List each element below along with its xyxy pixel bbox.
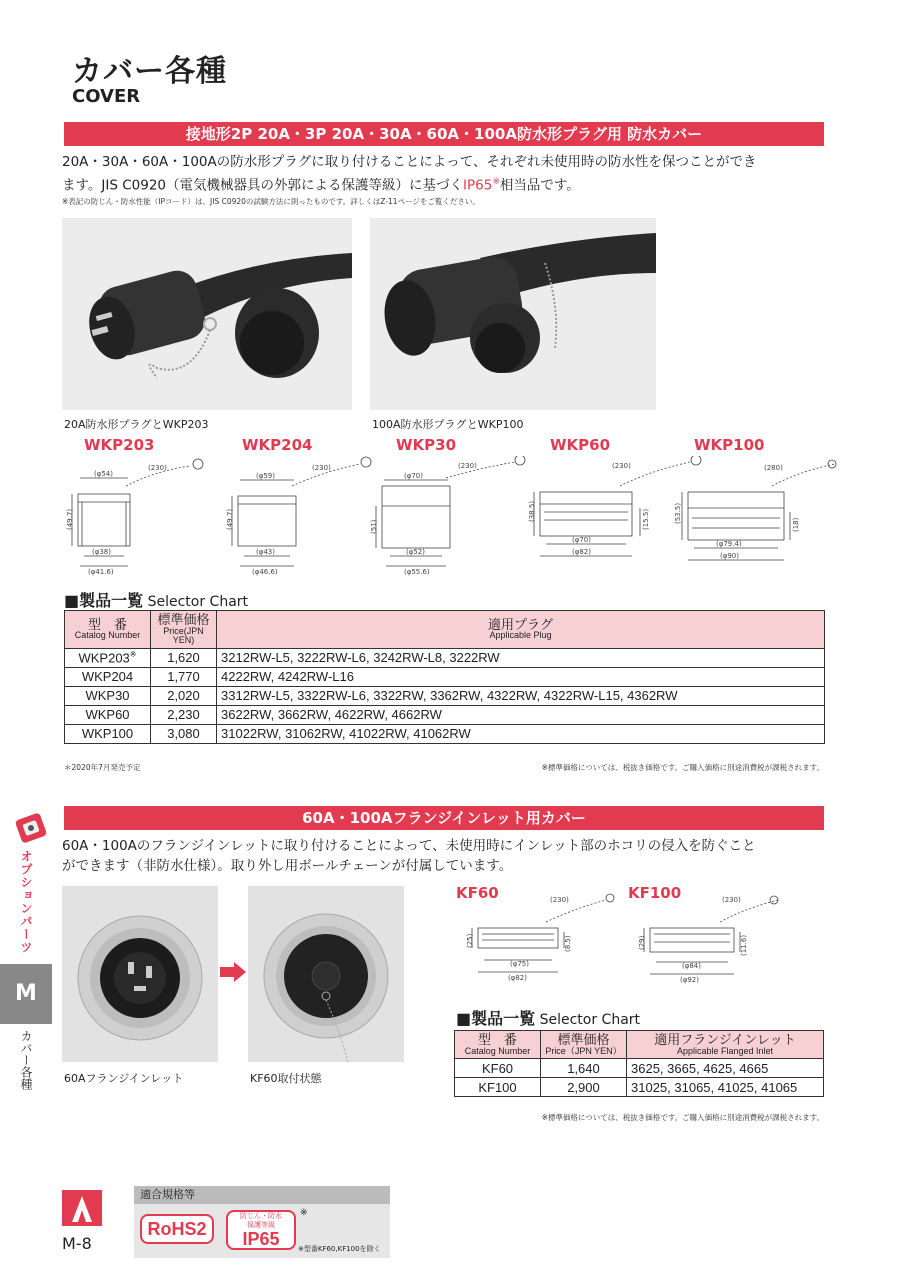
wkp30-chain: (230) xyxy=(458,462,477,470)
kf60-chain: (230) xyxy=(550,896,569,904)
table-row: KF100 2,900 31025, 31065, 41025, 41065 xyxy=(455,1078,824,1097)
ip65-inline: IP65 xyxy=(463,177,493,194)
sidebar-sub: カバー各種 xyxy=(19,1030,33,1090)
page-title: カバー各種 xyxy=(72,54,227,89)
arrow-right-icon xyxy=(220,962,246,982)
ip65-badge: 防じん・防水 保護等級 IP65 xyxy=(226,1210,296,1250)
table-row: WKP203※ 1,620 3212RW-L5, 3222RW-L6, 3242RW-L8, 3222RW xyxy=(65,648,825,667)
footnote-price-1: ※標準価格については、税抜き価格です。ご購入価格に別途消費税が課税されます。 xyxy=(541,763,824,772)
flanged-inlet-photo xyxy=(62,886,218,1062)
kf60-d-inner: (φ75) xyxy=(510,960,529,968)
kf60-h2: (8.5) xyxy=(564,935,572,952)
kf100-h: (29) xyxy=(638,935,646,950)
wkp204-d-top: (φ59) xyxy=(256,472,275,480)
section2-description xyxy=(62,836,832,876)
kf60-h: (25) xyxy=(466,933,474,948)
section2-desc-line1: 60A・100Aのフランジインレットに取り付けることによって、未使用時にインレット部のホコリの侵入を防ぐこと xyxy=(62,838,756,854)
wkp60-chain: (230) xyxy=(612,462,631,470)
table-row: WKP204 1,770 4222RW, 4242RW-L16 xyxy=(65,667,825,686)
model-label-wkp60: WKP60 xyxy=(550,436,611,454)
footnote-release: ＊2020年7月発売予定 xyxy=(64,763,141,772)
kf-dimension-drawings xyxy=(456,888,786,988)
wkp100-chain: (280) xyxy=(764,464,783,472)
wkp100-d-inner: (φ79.4) xyxy=(716,540,742,548)
plug-photo-100a xyxy=(370,218,656,410)
wkp204-h: (49.7) xyxy=(226,508,234,530)
wkp60-d-outer: (φ82) xyxy=(572,548,591,556)
selector-heading-2: ■製品一覧 Selector Chart xyxy=(456,1009,641,1028)
wkp100-d-outer: (φ90) xyxy=(720,552,739,560)
selector-table-2 xyxy=(454,1030,824,1097)
wkp203-chain: (230) xyxy=(148,464,167,472)
wkp-dimension-drawings xyxy=(60,456,840,576)
sidebar-letter-tab: M xyxy=(0,964,52,1024)
table-row: WKP30 2,020 3312RW-L5, 3322RW-L6, 3322RW, 3362RW, 4322RW, 4322RW-L15, 4362RW xyxy=(65,686,825,705)
wkp60-h: (38.5) xyxy=(528,500,536,522)
wkp203-d-top: (φ54) xyxy=(94,470,113,478)
wkp100-h2: (18) xyxy=(792,517,800,532)
company-logo-icon xyxy=(62,1190,102,1226)
footnote-price-2: ※標準価格については、税抜き価格です。ご購入価格に別途消費税が課税されます。 xyxy=(541,1113,824,1122)
section1-desc-line1: 20A・30A・60A・100Aの防水形プラグに取り付けることによって、それぞれ未使用時の防水性を保つことができ xyxy=(62,154,757,170)
kf100-chain: (230) xyxy=(722,896,741,904)
compliance-note: ※型番KF60,KF100を除く xyxy=(298,1245,381,1253)
wkp203-d-outer: (φ41.6) xyxy=(88,568,114,576)
wkp204-d-outer: (φ46.6) xyxy=(252,568,278,576)
wkp30-d-inner: (φ52) xyxy=(406,548,425,556)
compliance-box xyxy=(134,1186,390,1258)
model-label-wkp204: WKP204 xyxy=(242,436,313,454)
wkp204-chain: (230) xyxy=(312,464,331,472)
wkp30-d-top: (φ70) xyxy=(404,472,423,480)
option-parts-icon xyxy=(14,808,50,844)
rohs2-badge: RoHS2 xyxy=(140,1214,214,1244)
photo1-caption: 20A防水形プラグとWKP203 xyxy=(64,418,209,431)
model-label-wkp100: WKP100 xyxy=(694,436,765,454)
section1-note: ※表記の防じん・防水性能（IPコード）は、JIS C0920の試験方法に則ったものです。詳しくはZ-11ページをご覧ください。 xyxy=(62,197,480,206)
model-label-kf60: KF60 xyxy=(456,884,499,902)
wkp203-d-inner: (φ38) xyxy=(92,548,111,556)
page-subtitle: COVER xyxy=(72,86,141,107)
wkp60-d-inner: (φ70) xyxy=(572,536,591,544)
kf100-d-inner: (φ84) xyxy=(682,962,701,970)
wkp30-d-outer: (φ55.6) xyxy=(404,568,430,576)
kf60-d-outer: (φ82) xyxy=(508,974,527,982)
table-row: KF60 1,640 3625, 3665, 4625, 4665 xyxy=(455,1059,824,1078)
model-label-kf100: KF100 xyxy=(628,884,682,902)
table-header-row: 型 番 Catalog Number 標準価格 Price（JPN YEN） 適用フランジインレット Applicable Flanged Inlet xyxy=(455,1031,824,1059)
section1-description xyxy=(62,152,832,196)
plug-photo-20a xyxy=(62,218,352,410)
wkp204-d-inner: (φ43) xyxy=(256,548,275,556)
wkp60-h2: (15.5) xyxy=(642,508,650,530)
model-label-wkp203: WKP203 xyxy=(84,436,155,454)
table-row: WKP60 2,230 3622RW, 3662RW, 4622RW, 4662RW xyxy=(65,705,825,724)
inlet-photo-caption: 60Aフランジインレット xyxy=(64,1072,184,1085)
selector-heading-1: ■製品一覧 Selector Chart xyxy=(64,591,249,610)
compliance-label: 適合規格等 xyxy=(134,1186,390,1204)
section1-band: 接地形2P 20A・3P 20A・30A・60A・100A防水形プラグ用 防水カバー xyxy=(64,122,824,146)
sidebar-category: オプションパーツ xyxy=(19,850,33,954)
kf100-h2: (11.6) xyxy=(740,934,748,956)
table-header-row: 型 番 Catalog Number 標準価格 Price(JPN YEN) 適用プラグ Applicable Plug xyxy=(65,611,825,649)
ip65-star: ※ xyxy=(300,1208,308,1218)
kf60-photo-caption: KF60取付状態 xyxy=(250,1072,322,1085)
photo2-caption: 100A防水形プラグとWKP100 xyxy=(372,418,524,431)
section2-desc-line2: ができます（非防水仕様）。取り外し用ボールチェーンが付属しています。 xyxy=(62,858,513,874)
selector-table-1 xyxy=(64,610,825,744)
page-number: M-8 xyxy=(62,1234,92,1253)
table-row: WKP100 3,080 31022RW, 31062RW, 41022RW, 41062RW xyxy=(65,724,825,743)
kf60-installed-photo xyxy=(248,886,404,1062)
kf100-d-outer: (φ92) xyxy=(680,976,699,984)
wkp30-h: (51) xyxy=(370,519,378,534)
ip-star: ※ xyxy=(492,177,500,187)
section1-desc-line2: ます。JIS C0920（電気機械器具の外郭による保護等級）に基づくIP65※相当品です。 xyxy=(62,177,580,194)
model-label-wkp30: WKP30 xyxy=(396,436,457,454)
section2-band: 60A・100Aフランジインレット用カバー xyxy=(64,806,824,830)
wkp203-h: (49.7) xyxy=(66,508,74,530)
wkp100-h: (53.5) xyxy=(674,502,682,524)
